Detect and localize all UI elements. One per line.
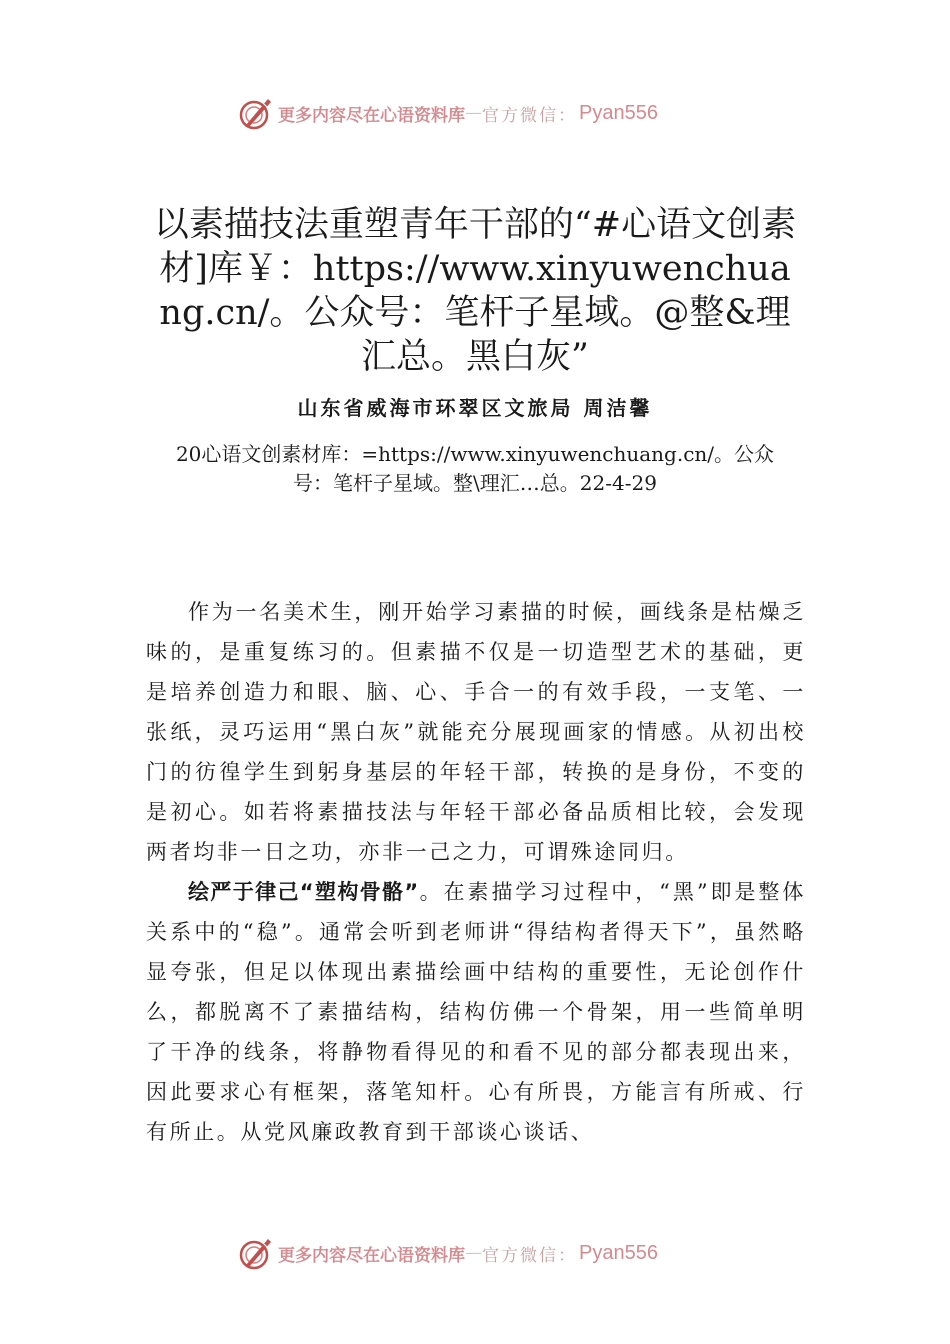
paragraph-lead: 绘严于律己“塑构骨骼” xyxy=(188,880,420,904)
pen-logo-icon xyxy=(238,1235,274,1271)
watermark-separator: — xyxy=(465,103,482,123)
pen-logo-icon xyxy=(238,95,274,131)
watermark-header xyxy=(0,93,950,133)
watermark-wechat-id: Pyan556 xyxy=(579,101,658,124)
document-author: 山东省威海市环翠区文旅局 周洁馨 xyxy=(297,396,653,420)
document-source: 20心语文创素材库：=https://www.xinyuwenchuang.cn/。公众号：笔杆子星域。整\理汇…总。22-4-29 xyxy=(175,442,775,495)
watermark-wechat-id: Pyan556 xyxy=(579,1241,658,1264)
watermark-label: 官方微信： xyxy=(482,105,577,126)
body-paragraph xyxy=(146,872,806,1152)
document-title: 以素描技法重塑青年干部的“#心语文创素材]库￥：https://www.xinyuwenchuang.cn/。公众号：笔杆子星域。@整&理汇总。黑白灰” xyxy=(153,205,797,377)
watermark-text: 更多内容尽在心语资料库 xyxy=(278,105,465,126)
paragraph-text: 。在素描学习过程中，“黑”即是整体关系中的“稳”。通常会听到老师讲“得结构者得天下”，虽然略显夸张，但足以体现出素描绘画中结构的重要性，无论创作什么，都脱离不了素描结构，结构仿佛一个骨架，用一些简单明了干净的线条，将静物看得见的和看不见的部分都表现出来，因此要求心有框架，落笔知杆。心有所畏，方能言有所戒、行有所止。从党风廉政教育到干部谈心谈话、 xyxy=(146,880,806,1144)
document-body xyxy=(146,592,806,1152)
watermark-footer xyxy=(0,1233,950,1273)
watermark-label: 官方微信： xyxy=(482,1245,577,1266)
watermark-separator: — xyxy=(465,1243,482,1263)
watermark-text: 更多内容尽在心语资料库 xyxy=(278,1245,465,1266)
body-paragraph: 作为一名美术生，刚开始学习素描的时候，画线条是枯燥乏味的，是重复练习的。但素描不仅是一切造型艺术的基础，更是培养创造力和眼、脑、心、手合一的有效手段，一支笔、一张纸，灵巧运用“黑白灰”就能充分展现画家的情感。从初出校门的彷徨学生到躬身基层的年轻干部，转换的是身份，不变的是初心。如若将素描技法与年轻干部必备品质相比较，会发现两者均非一日之功，亦非一己之力，可谓殊途同归。 xyxy=(146,600,806,864)
